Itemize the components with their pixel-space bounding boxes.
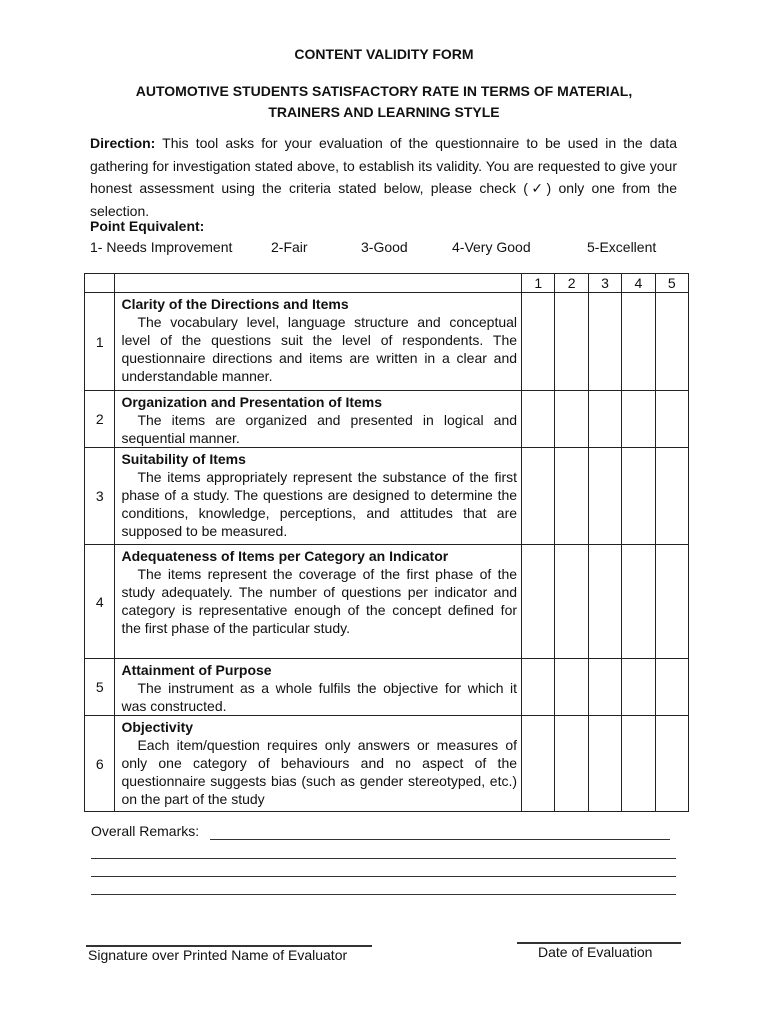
criterion-number: 3 — [85, 448, 115, 545]
rating-cell-3[interactable] — [588, 716, 621, 812]
rating-cell-2[interactable] — [555, 391, 588, 448]
subtitle-line-1: AUTOMOTIVE STUDENTS SATISFACTORY RATE IN TERMS OF MATERIAL, — [135, 83, 633, 99]
rating-cell-3[interactable] — [588, 391, 621, 448]
rating-cell-1[interactable] — [522, 545, 555, 659]
criterion-text: The items are organized and presented in logical and sequential manner. — [121, 412, 518, 446]
rating-cell-4[interactable] — [622, 659, 655, 716]
criterion-text: The vocabulary level, language structure and conceptual level of the questions suit the level of respondents. The questionnaire directions and items are written in a clear and understandable manner. — [121, 314, 518, 384]
date-label: Date of Evaluation — [538, 944, 653, 960]
scale-good: 3-Good — [361, 239, 408, 255]
table-row — [85, 659, 689, 716]
rating-cell-4[interactable] — [622, 293, 655, 391]
rating-cell-4[interactable] — [622, 391, 655, 448]
criterion-number: 5 — [85, 659, 115, 716]
rating-cell-1[interactable] — [522, 448, 555, 545]
form-title: CONTENT VALIDITY FORM — [294, 46, 474, 62]
rating-cell-5[interactable] — [655, 391, 688, 448]
criterion-description — [115, 716, 522, 812]
direction-text: This tool asks for your evaluation of the questionnaire to be used in the data gathering for investigation stated above, to establish its validity. You are requested to give your honest assessment using the criteria stated below, please check (✓) only one from the selection. — [90, 135, 677, 219]
criterion-description — [115, 391, 522, 448]
criterion-title: Objectivity — [121, 719, 194, 735]
criterion-text: The items represent the coverage of the first phase of the study adequately. The number of questions per indicator and category is representative enough of the concept defined for the first phase of the particular study. — [121, 566, 518, 636]
rating-cell-4[interactable] — [622, 545, 655, 659]
point-equivalent-title: Point Equivalent: — [90, 218, 205, 234]
rating-cell-4[interactable] — [622, 716, 655, 812]
table-row — [85, 293, 689, 391]
criterion-title: Attainment of Purpose — [121, 662, 272, 678]
evaluation-table — [84, 273, 689, 812]
criterion-description — [115, 293, 522, 391]
rating-cell-3[interactable] — [588, 448, 621, 545]
rating-cell-2[interactable] — [555, 293, 588, 391]
rating-cell-5[interactable] — [655, 659, 688, 716]
criterion-number: 1 — [85, 293, 115, 391]
rating-cell-3[interactable] — [588, 545, 621, 659]
subtitle-line-2: TRAINERS AND LEARNING STYLE — [268, 104, 500, 120]
rating-cell-4[interactable] — [622, 448, 655, 545]
header-blank-no — [85, 274, 115, 293]
table-row — [85, 716, 689, 812]
criterion-description — [115, 659, 522, 716]
rating-cell-1[interactable] — [522, 391, 555, 448]
table-row — [85, 391, 689, 448]
rating-cell-5[interactable] — [655, 545, 688, 659]
rating-cell-1[interactable] — [522, 659, 555, 716]
header-blank-criteria — [115, 274, 522, 293]
rating-cell-1[interactable] — [522, 716, 555, 812]
scale-very-good: 4-Very Good — [452, 239, 531, 255]
table-row — [85, 448, 689, 545]
rating-cell-3[interactable] — [588, 659, 621, 716]
rating-header-5: 5 — [655, 274, 688, 293]
rating-header-2: 2 — [555, 274, 588, 293]
rating-header-4: 4 — [622, 274, 655, 293]
criterion-title: Clarity of the Directions and Items — [121, 296, 349, 312]
rating-header-1: 1 — [522, 274, 555, 293]
direction-label: Direction: — [90, 135, 156, 151]
rating-cell-5[interactable] — [655, 716, 688, 812]
remarks-line-2[interactable] — [91, 858, 676, 859]
criterion-description — [115, 448, 522, 545]
overall-remarks-label: Overall Remarks: — [91, 823, 200, 839]
remarks-line-3[interactable] — [91, 876, 676, 877]
rating-cell-2[interactable] — [555, 716, 588, 812]
criterion-text: The items appropriately represent the substance of the first phase of a study. The questions are designed to determine the conditions, knowledge, perceptions, and attitudes that are supposed to be measured. — [121, 469, 518, 539]
criterion-number: 2 — [85, 391, 115, 448]
rating-cell-1[interactable] — [522, 293, 555, 391]
rating-cell-3[interactable] — [588, 293, 621, 391]
form-subtitle — [0, 81, 768, 123]
table-row — [85, 545, 689, 659]
scale-fair: 2-Fair — [271, 239, 308, 255]
criterion-number: 4 — [85, 545, 115, 659]
criterion-text: Each item/question requires only answers or measures of only one category of behaviours and no aspect of the questionnaire suggests bias (such as gender stereotyped, etc.) on the part of the study — [121, 737, 518, 807]
rating-cell-2[interactable] — [555, 659, 588, 716]
criterion-title: Suitability of Items — [121, 451, 246, 467]
remarks-line-1[interactable] — [210, 839, 670, 840]
criterion-number: 6 — [85, 716, 115, 812]
criterion-description — [115, 545, 522, 659]
rating-header-3: 3 — [588, 274, 621, 293]
criterion-title: Organization and Presentation of Items — [121, 394, 383, 410]
rating-cell-2[interactable] — [555, 545, 588, 659]
criterion-title: Adequateness of Items per Category an Indicator — [121, 548, 449, 564]
remarks-line-4[interactable] — [91, 894, 676, 895]
table-header-row — [85, 274, 689, 293]
rating-cell-5[interactable] — [655, 293, 688, 391]
criterion-text: The instrument as a whole fulfils the objective for which it was constructed. — [121, 680, 518, 714]
signature-label: Signature over Printed Name of Evaluator — [88, 947, 348, 963]
direction-paragraph — [90, 132, 677, 222]
scale-needs-improvement: 1- Needs Improvement — [90, 239, 233, 255]
rating-cell-2[interactable] — [555, 448, 588, 545]
scale-excellent: 5-Excellent — [587, 239, 657, 255]
rating-cell-5[interactable] — [655, 448, 688, 545]
